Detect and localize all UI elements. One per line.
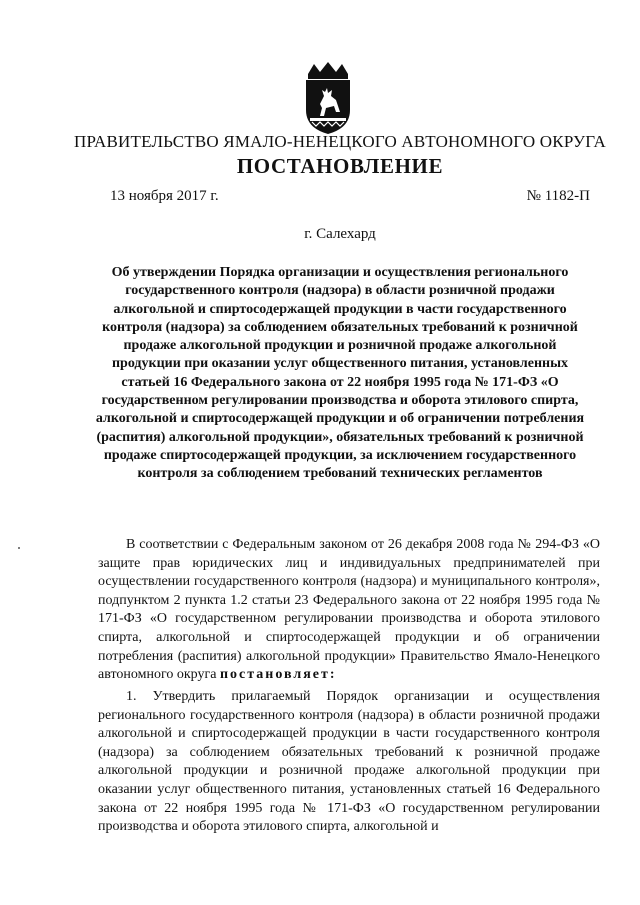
document-city: г. Салехард [304, 226, 376, 242]
document-title: Об утверждении Порядка организации и осуществления регионального государственного контроля (надзора) в области розничной продажи алкогольной и спиртосодержащей продукции в части государственного контроля (надзора) за соблюдением обязательных требований к розничной продаже алкогольной продукции и розничной продаже алкогольной продукции при оказании услуг общественного питания, установленных статьей 16 Федерального закона от 22 ноября 1995 года № 171-ФЗ «О государственном регулировании производства и оборота этилового спирта, алкогольной и спиртосодержащей продукции и об ограничении потребления (распития) алкогольной продукции», обязательных требований к розничной продаже спиртосодержащей продукции, за исключением государственного контроля за соблюдением требований технических регламентов [95, 265, 585, 482]
decree-word: постановляет: [219, 667, 337, 683]
document-date: 13 ноября 2017 г. [110, 188, 219, 204]
coat-of-arms-icon [300, 60, 356, 136]
preamble-text: В соответствии с Федеральным законом от 26 декабря 2008 года № 294-ФЗ «О защите прав юридических лиц и индивидуальных предпринимателей при осуществлении государственного контроля (надзора) и муниципального контроля», подпунктом 2 пункта 1.2 статьи 23 Федерального закона от 22 ноября 1995 года № 171-ФЗ «О государственном регулировании производства и оборота этилового спирта, алкогольной и спиртосодержащей продукции и об ограничении потребления (распития) алкогольной продукции» Правительство Ямало-Ненецкого автономного округа [98, 537, 600, 683]
government-name: ПРАВИТЕЛЬСТВО ЯМАЛО-НЕНЕЦКОГО АВТОНОМНОГО ОКРУГА [74, 132, 606, 151]
item-1-paragraph: 1. Утвердить прилагаемый Порядок организации и осуществления регионального государственного контроля (надзора) в области розничной продажи алкогольной и спиртосодержащей продукции в части государственного контроля (надзора) за соблюдением обязательных требований к розничной продаже алкогольной продукции и розничной продаже алкогольной продукции при оказании услуг общественного питания, установленных статьей 16 Федерального закона от 22 ноября 1995 года № 171-ФЗ «О государственном регулировании производства и оборота этилового спирта, алкогольной и [98, 689, 600, 835]
document-type: ПОСТАНОВЛЕНИЕ [236, 154, 444, 178]
document-number: № 1182-П [526, 188, 590, 204]
scan-mark [18, 547, 20, 549]
preamble-paragraph [98, 536, 600, 685]
